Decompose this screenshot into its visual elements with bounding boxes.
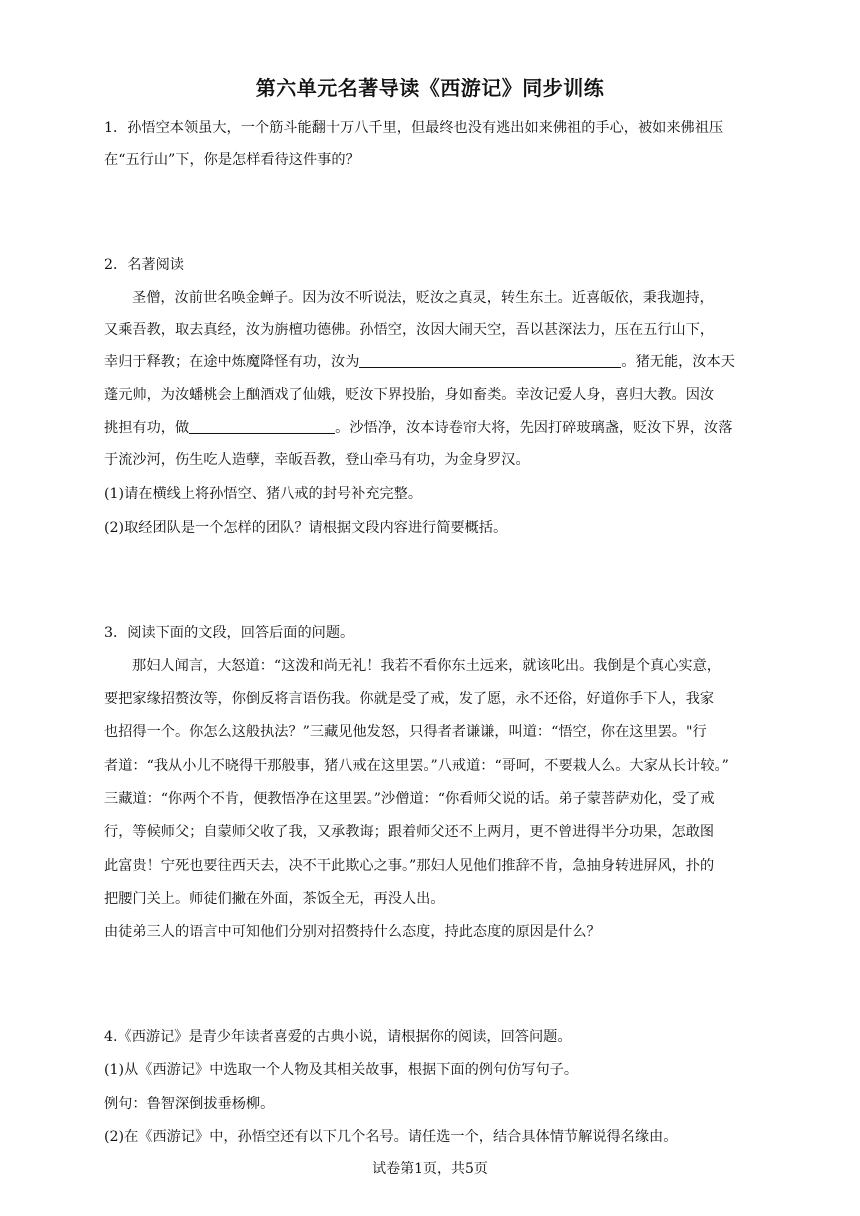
q4-heading: 4.《西游记》是青少年读者喜爱的古典小说，请根据你的阅读，回答问题。 (104, 1029, 572, 1045)
q2-heading: 2．名著阅读 (104, 257, 184, 273)
q2-subquestion-2: (2)取经团队是一个怎样的团队？请根据文段内容进行简要概括。 (104, 520, 508, 536)
q3-question: 由徒弟三人的语言中可知他们分别对招赘持什么态度，持此态度的原因是什么？ (104, 924, 601, 940)
q3-passage-line: 把腰门关上。师徒们撇在外面，茶饭全无，再没人出。 (104, 891, 445, 907)
q3-passage-line: 要把家缘招赘汝等，你倒反将言语伤我。你就是受了戒，发了愿，永不还俗，好道你手下人，我家 (104, 691, 715, 707)
answer-blank-wukong-title[interactable] (359, 353, 621, 368)
q3-passage-line: 也招得一个。你怎么这般执法？”三藏见他发怒，只得者者谦谦，叫道：“悟空，你在这里罢。"行 (104, 724, 707, 740)
q2-passage-line (104, 418, 764, 438)
page-title: 第六单元名著导读《西游记》同步训练 (255, 76, 605, 100)
q2-subquestion-1: (1)请在横线上将孙悟空、猪八戒的封号补充完整。 (104, 486, 423, 502)
q2-passage-line: 圣僧，汝前世名唤金蝉子。因为汝不听说法，贬汝之真灵，转生东土。近喜皈依，秉我迦持， (132, 290, 714, 306)
answer-blank-bajie-title[interactable] (189, 419, 335, 434)
q2-passage-text: 。猪无能，汝本天 (621, 354, 735, 370)
q2-passage-text: 幸归于释教；在途中炼魔降怪有功，汝为 (104, 354, 360, 370)
q2-passage-line (104, 352, 764, 372)
q2-passage-line: 又乘吾教，取去真经，汝为旃檀功德佛。孙悟空，汝因大闹天空，吾以甚深法力，压在五行山下， (104, 322, 715, 338)
q1-line-2: 在“五行山”下，你是怎样看待这件事的？ (104, 152, 360, 168)
q4-subquestion-1: (1)从《西游记》中选取一个人物及其相关故事，根据下面的例句仿写句子。 (104, 1062, 579, 1078)
q2-passage-line: 蓬元帅，为汝蟠桃会上酗酒戏了仙娥，贬汝下界投胎，身如畜类。幸汝记爱人身，喜归大教。因汝 (104, 387, 715, 403)
q2-passage-text: 挑担有功，做 (104, 420, 190, 436)
q3-passage-line: 此富贵！宁死也要往西天去，决不干此欺心之事。”那妇人见他们推辞不肯，急抽身转进屏风，扑的 (104, 858, 715, 874)
q1-line-1: 1．孙悟空本领虽大，一个筋斗能翻十万八千里，但最终也没有逃出如来佛祖的手心，被如来佛祖压 (104, 120, 724, 136)
page-footer: 试卷第1页，共5页 (372, 1161, 488, 1177)
q3-passage-line: 者道：“我从小儿不晓得干那般事，猪八戒在这里罢。”八戒道：“哥呵，不要栽人么。大家从长计较。” (104, 758, 729, 774)
q4-subquestion-2: (2)在《西游记》中，孙悟空还有以下几个名号。请任选一个，结合具体情节解说得名缘由。 (104, 1129, 678, 1145)
q3-passage-line: 三藏道：“你两个不肯，便教悟净在这里罢。”沙僧道：“你看师父说的话。弟子蒙菩萨劝化，受了戒 (104, 791, 715, 807)
q2-passage-text: 。沙悟净，汝本诗卷帘大将，先因打碎玻璃盏，贬汝下界，汝落 (335, 420, 733, 436)
q4-example: 例句：鲁智深倒拔垂杨柳。 (104, 1096, 275, 1112)
q3-heading: 3．阅读下面的文段，回答后面的问题。 (104, 625, 355, 641)
q2-passage-line: 于流沙河，伤生吃人造孽，幸皈吾教，登山牵马有功，为金身罗汉。 (104, 452, 530, 468)
q3-passage-line: 行，等候师父；自蒙师父收了我，又承教诲；跟着师父还不上两月，更不曾进得半分功果，怎敢图 (104, 824, 715, 840)
q3-passage-line: 那妇人闻言，大怒道：“这泼和尚无礼！我若不看你东土远来，就该叱出。我倒是个真心实意， (132, 658, 721, 674)
